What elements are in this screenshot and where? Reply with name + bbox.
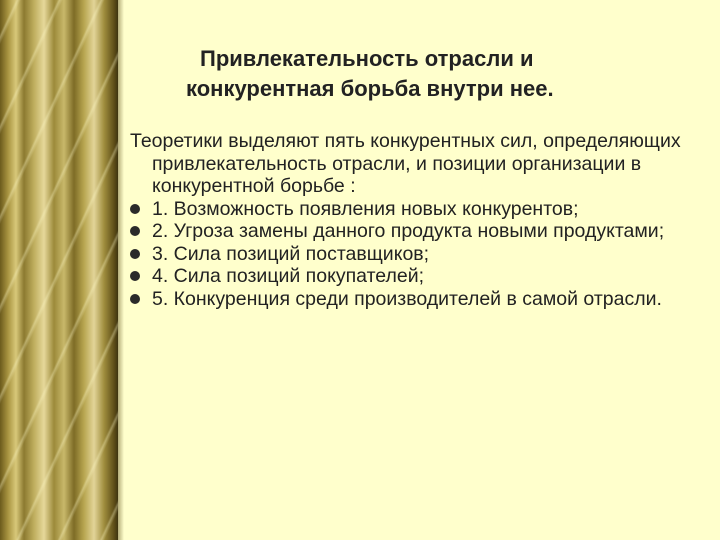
list-item bbox=[122, 288, 697, 311]
bullet-dot-icon bbox=[130, 226, 140, 236]
title-line-1: Привлекательность отрасли и bbox=[200, 46, 534, 71]
list-item-text: 1. Возможность появления новых конкурентов; bbox=[152, 197, 579, 220]
list-item bbox=[122, 220, 697, 243]
bullet-dot-icon bbox=[130, 294, 140, 304]
decorative-gold-border bbox=[0, 0, 118, 540]
list-item-text: 4. Сила позиций покупателей; bbox=[152, 265, 425, 287]
list-item bbox=[122, 198, 697, 221]
slide-body bbox=[122, 130, 697, 310]
intro-paragraph: Теоретики выделяют пять конкурентных сил, определяющих привлекательность отрасли, и позиции организации в конкурентной борьбе : bbox=[130, 130, 681, 197]
list-item bbox=[122, 243, 697, 266]
list-item-text: 5. Конкуренция среди производителей в самой отрасли. bbox=[152, 287, 662, 310]
list-item bbox=[122, 265, 697, 288]
list-item-text: 2. Угроза замены данного продукта новыми продуктами; bbox=[152, 220, 665, 242]
forces-list bbox=[122, 198, 697, 311]
list-item-text: 3. Сила позиций поставщиков; bbox=[152, 242, 430, 265]
slide-title bbox=[160, 44, 680, 104]
bullet-dot-icon bbox=[130, 271, 140, 281]
bullet-dot-icon bbox=[130, 204, 140, 214]
title-line-2: конкурентная борьба внутри нее. bbox=[186, 76, 554, 101]
bullet-dot-icon bbox=[130, 249, 140, 259]
